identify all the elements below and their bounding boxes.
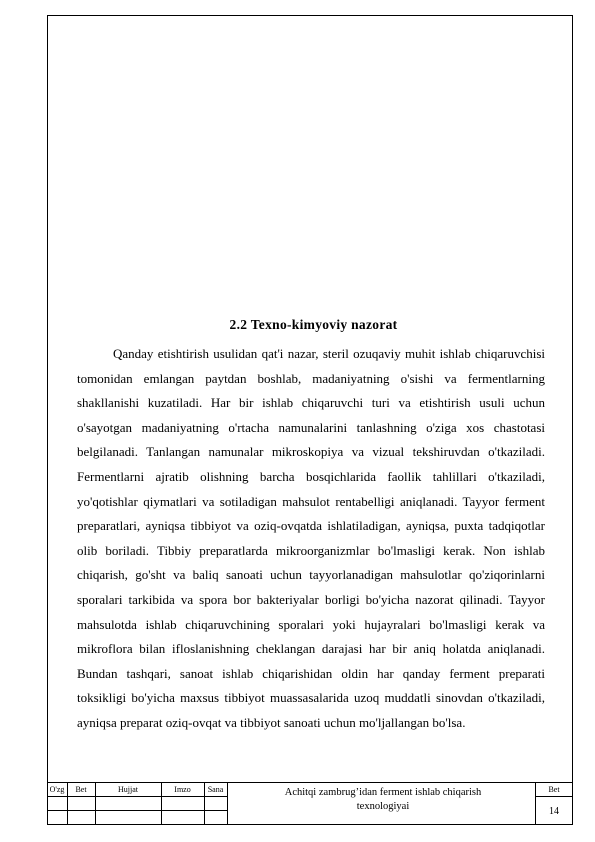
document-title: Achitqi zambrug’idan ferment ishlab chiqarish texnologiyai [284, 787, 482, 812]
sheet-number: 14 [549, 806, 559, 817]
col-sana-label: Sana [207, 785, 224, 794]
title-block [47, 782, 573, 825]
section-title: 2.2 Texno-kimyoviy nazorat [229, 317, 398, 332]
col-hujjat-label: Hujjat [118, 785, 138, 794]
sheet-label: Bet [548, 785, 560, 794]
col-bet-label: Bet [75, 785, 87, 794]
col-ozg-label: O'zg [49, 785, 65, 794]
body-text [77, 342, 545, 736]
paragraph: Qanday etishtirish usulidan qat'i nazar, steril ozuqaviy muhit ishlab chiqaruvchisi tomonidan emlangan paytdan boshlab, madaniyatning o'sishi va fermentlarning shakllanishi kuzatiladi. Har bir ishlab chiqaruvchi turi va etishtirish usuli uchun o'sayotgan madaniyatning o'rtacha namunalarini tanlashning o'ziga xos chastotasi belgilanadi. Tanlangan namunalar mikroskopiya va vizual tekshiruvdan o'tkaziladi. Fermentlarni ajratib olishning barcha bosqichlarida faollik tahlillari o'tkaziladi, yo'qotishlar qiymatlari va sotiladigan mahsulot rentabelligi aniqlanadi. Tayyor ferment preparatlari, ayniqsa tibbiyot va oziq-ovqatda ishlatiladigan, ayniqsa, puxta tadqiqotlar olib boriladi. Tibbiy preparatlarda mikroorganizmlar bo'lmasligi kerak. Non ishlab chiqarish, go'sht va baliq sanoati uchun tayyorlanadigan mahsulotlar qo'ziqorinlarni sporalari tarkibida va spora bor bakteriyalar borligi bo'yicha nazorat qilinadi. Tayyor mahsulotda ishlab chiqaruvchining sporalari yoki hujayralari bo'lmasligi kerak va mikroflora bilan ifloslanishning cheklangan darajasi har bir aniq holatda aniqlanadi. Bundan tashqari, sanoat ishlab chiqarishidan oldin har qanday ferment preparati toksikligi bo'yicha maxsus tibbiyot muassasalarida uzoq muddatli sinovdan o'tkaziladi, ayniqsa preparat oziq-ovqat va tibbiyot sanoati uchun mo'ljallangan bo'lsa. [77, 346, 545, 730]
col-imzo-label: Imzo [174, 785, 191, 794]
